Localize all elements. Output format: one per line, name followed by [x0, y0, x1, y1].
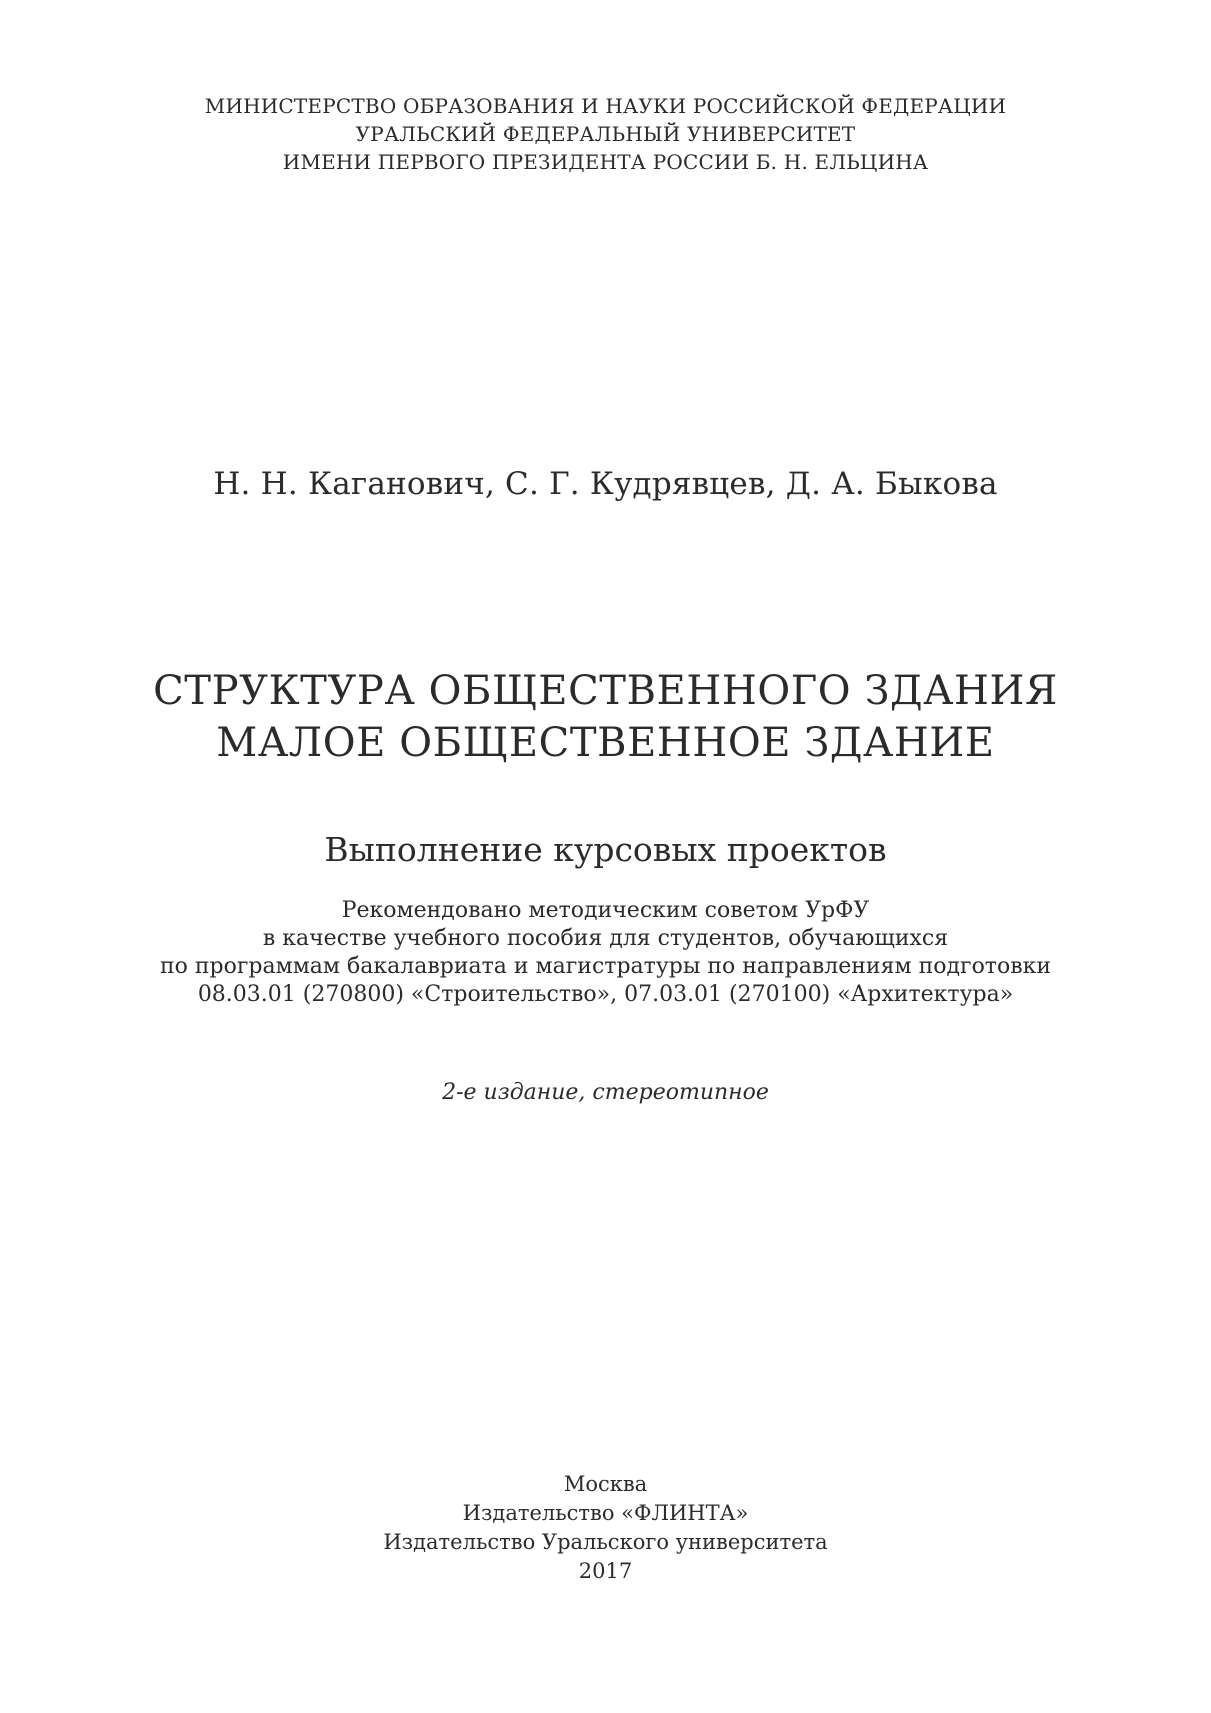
recommendation-line: в качестве учебного пособия для студентов, обучающихся [262, 926, 949, 951]
publisher-name: Издательство Уральского университета [383, 1530, 828, 1554]
recommendation-line: по программам бакалавриата и магистратуры по направлениям подготовки [159, 954, 1052, 979]
publication-year: 2017 [578, 1559, 633, 1583]
subtitle-text: Выполнение курсовых проектов [324, 830, 887, 869]
edition-note [0, 1078, 1211, 1108]
book-title [0, 665, 1211, 769]
publisher-city: Москва [563, 1472, 648, 1496]
recommendation-line: 08.03.01 (270800) «Строительство», 07.03.01 (270100) «Архитектура» [197, 982, 1014, 1007]
recommendation-line: Рекомендовано методическим советом УрФУ [341, 898, 870, 923]
publisher-info [0, 1470, 1211, 1586]
authors-text: Н. Н. Каганович, С. Г. Кудрявцев, Д. А. Быкова [213, 466, 998, 502]
title-line: СТРУКТУРА ОБЩЕСТВЕННОГО ЗДАНИЯ [153, 668, 1058, 714]
ministry-header [0, 92, 1211, 176]
book-subtitle [0, 830, 1211, 870]
title-line: МАЛОЕ ОБЩЕСТВЕННОЕ ЗДАНИЕ [216, 720, 995, 766]
publisher-name: Издательство «ФЛИНТА» [462, 1501, 749, 1525]
authors [0, 464, 1211, 504]
edition-text: 2-е издание, стереотипное [442, 1080, 769, 1105]
ministry-line: МИНИСТЕРСТВО ОБРАЗОВАНИЯ И НАУКИ РОССИЙСКОЙ ФЕДЕРАЦИИ [204, 94, 1007, 118]
recommendation-note [0, 897, 1211, 1009]
university-name-line: ИМЕНИ ПЕРВОГО ПРЕЗИДЕНТА РОССИИ Б. Н. ЕЛЬЦИНА [282, 150, 929, 174]
university-line: УРАЛЬСКИЙ ФЕДЕРАЛЬНЫЙ УНИВЕРСИТЕТ [355, 122, 856, 146]
